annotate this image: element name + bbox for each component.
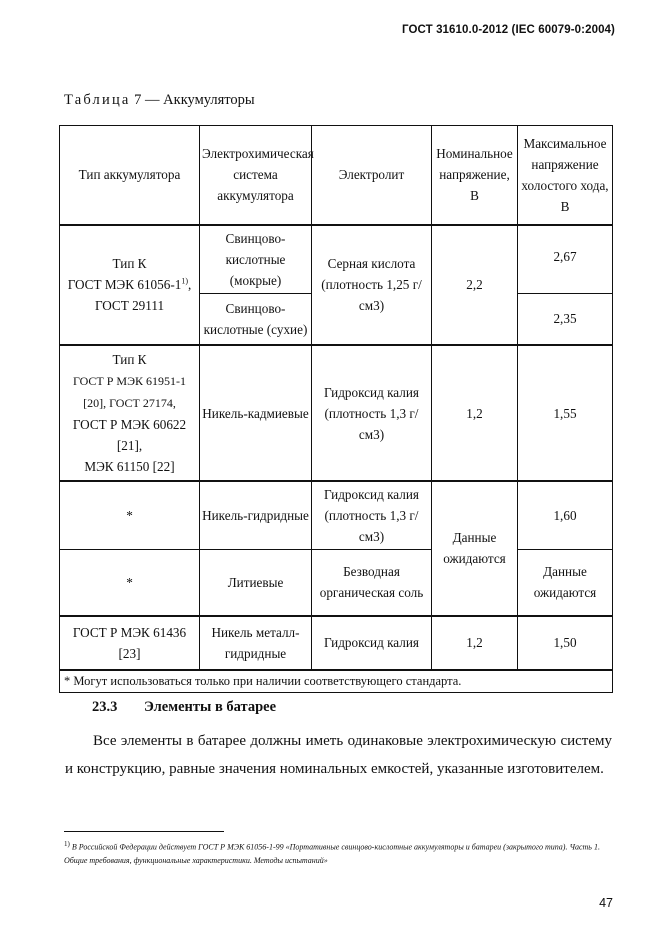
- document-header: ГОСТ 31610.0-2012 (IEC 60079-0:2004): [402, 24, 615, 36]
- type-line: ГОСТ Р МЭК 60622: [72, 417, 187, 432]
- cell-nominal-nimh2: 1,2: [432, 616, 518, 670]
- cell-electrolyte-koh: Гидроксид калия (плотность 1,3 г/см3): [312, 345, 432, 481]
- type-line: Тип К: [112, 256, 147, 272]
- footnote: [64, 838, 612, 867]
- footnote-ref: 1): [181, 276, 188, 286]
- table-note: * Могут использоваться только при наличии соответствующего стандарта.: [60, 670, 613, 693]
- header-max-voltage: Максимальное напряжение холостого хода, В: [518, 126, 613, 225]
- cell-nominal-lead: 2,2: [432, 225, 518, 346]
- footnote-marker: 1): [64, 840, 70, 848]
- cell-electrolyte-organic: Безводная органическая соль: [312, 550, 432, 616]
- table-note-row: [60, 670, 613, 693]
- cell-type-nimh: *: [60, 481, 200, 550]
- footnote-text: В Российской Федерации действует ГОСТ Р МЭК 61056-1-99 «Портативные свинцово-кислотные аккумуляторы и батареи (закрытого типа). Часть 1. Общие требования, функциональные характеристики. Методы испытаний»: [64, 842, 600, 865]
- cell-type-nicd: [60, 345, 200, 481]
- cell-electrolyte-koh: Гидроксид калия (плотность 1,3 г/см3): [312, 481, 432, 550]
- cell-type-lead-acid: [60, 225, 200, 346]
- table-caption-title: 7 — Аккумуляторы: [134, 92, 255, 108]
- cell-nominal-pending: Данные ожидаются: [432, 481, 518, 616]
- cell-system-nimh2: Никель металл-гидридные: [200, 616, 312, 670]
- header-nominal-voltage: Номинальное напряжение, В: [432, 126, 518, 225]
- table-row: [60, 345, 613, 481]
- section-title: Элементы в батарее: [144, 699, 277, 715]
- cell-nominal-nicd: 1,2: [432, 345, 518, 481]
- header-battery-type: Тип аккумулятора: [60, 126, 200, 225]
- type-line: ГОСТ Р МЭК 61951-1: [72, 374, 187, 388]
- cell-system-lead-wet: Свинцово-кислотные (мокрые): [200, 225, 312, 294]
- cell-electrolyte-koh2: Гидроксид калия: [312, 616, 432, 670]
- type-line: ГОСТ 29111: [94, 298, 165, 314]
- table-row: [60, 550, 613, 616]
- type-line: МЭК 61150 [22]: [84, 459, 175, 474]
- type-line: [21],: [116, 438, 143, 453]
- cell-system-nimh: Никель-гидридные: [200, 481, 312, 550]
- cell-system-lead-dry: Свинцово-кислотные (сухие): [200, 293, 312, 345]
- section-paragraph: Все элементы в батарее должны иметь одинаковые электрохимическую систему и конструкцию, равные значения номинальных емкостей, указанные изготовителем.: [65, 733, 612, 777]
- cell-system-nicd: Никель-кадмиевые: [200, 345, 312, 481]
- table-row: [60, 225, 613, 294]
- type-line: Тип К: [112, 352, 147, 367]
- table-caption-prefix: Таблица: [64, 92, 131, 108]
- cell-system-lithium: Литиевые: [200, 550, 312, 616]
- table-header-row: [60, 126, 613, 225]
- table-row: [60, 616, 613, 670]
- cell-max-lead-dry: 2,35: [518, 293, 613, 345]
- section-number: 23.3: [92, 699, 118, 715]
- section-heading: [92, 699, 276, 716]
- type-line: [20], ГОСТ 27174,: [83, 396, 176, 410]
- cell-max-lithium: Данные ожидаются: [518, 550, 613, 616]
- table-caption: [64, 92, 255, 109]
- cell-max-lead-wet: 2,67: [518, 225, 613, 294]
- cell-electrolyte-sulfuric: Серная кислота (плотность 1,25 г/см3): [312, 225, 432, 346]
- header-electrochemical-system: Электрохимическая система аккумулятора: [200, 126, 312, 225]
- cell-type-nimh2: ГОСТ Р МЭК 61436 [23]: [60, 616, 200, 670]
- table-row: [60, 481, 613, 550]
- cell-max-nimh: 1,60: [518, 481, 613, 550]
- cell-type-lithium: *: [60, 550, 200, 616]
- header-electrolyte: Электролит: [312, 126, 432, 225]
- type-line-end: ,: [187, 277, 192, 293]
- page-number: 47: [599, 896, 613, 910]
- type-line: ГОСТ МЭК 61056-1: [67, 277, 182, 293]
- cell-max-nimh2: 1,50: [518, 616, 613, 670]
- batteries-table: [59, 125, 613, 693]
- cell-max-nicd: 1,55: [518, 345, 613, 481]
- footnote-divider: [64, 831, 224, 832]
